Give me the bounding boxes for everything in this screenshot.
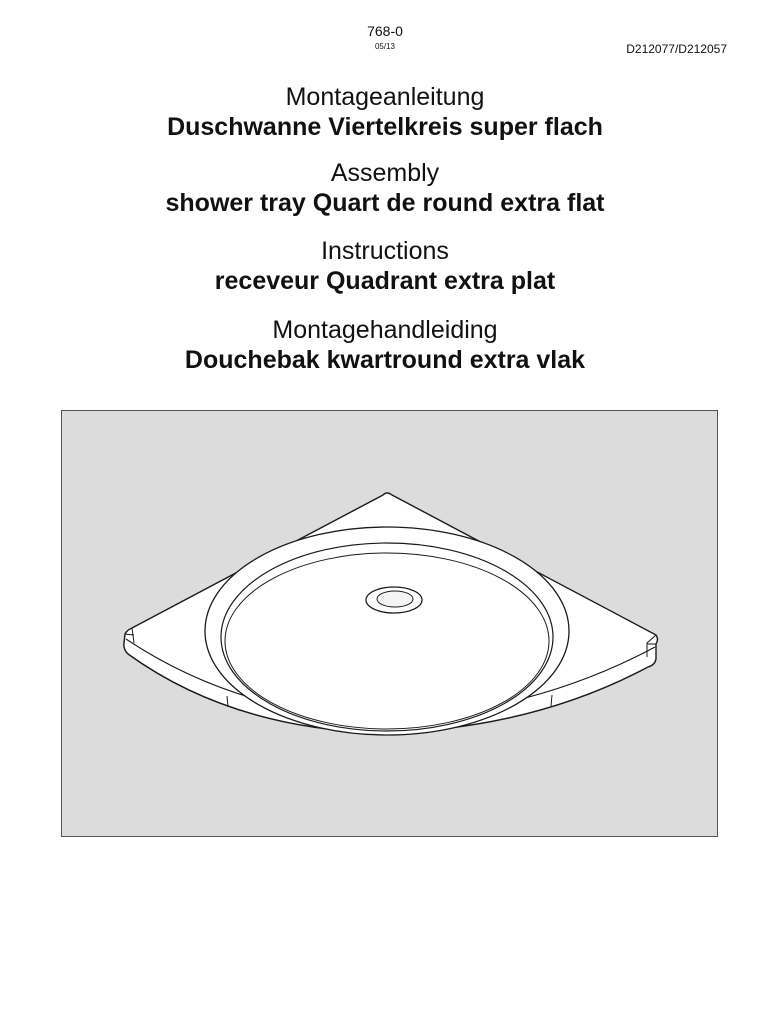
title-block-en [0,158,770,218]
title-product-nl: Douchebak kwartround extra vlak [184,346,586,374]
title-product-en: shower tray Quart de round extra flat [165,189,605,217]
title-product-de: Duschwanne Viertelkreis super flach [167,113,603,141]
title-block-nl [0,315,770,375]
doc-date: 05/13 [374,42,396,51]
title-label-fr: Instructions [321,237,449,265]
title-product-fr: receveur Quadrant extra plat [214,267,556,295]
title-label-de: Montageanleitung [285,83,485,111]
drain-inner [377,591,413,607]
doc-number: 768-0 [367,23,403,39]
title-label-nl: Montagehandleiding [272,316,498,344]
title-block-fr [0,236,770,296]
shower-tray-drawing [62,411,717,836]
title-label-en: Assembly [330,159,440,187]
product-figure [61,410,718,837]
article-numbers: D212077/D212057 [626,42,727,56]
title-block-de [0,82,770,142]
